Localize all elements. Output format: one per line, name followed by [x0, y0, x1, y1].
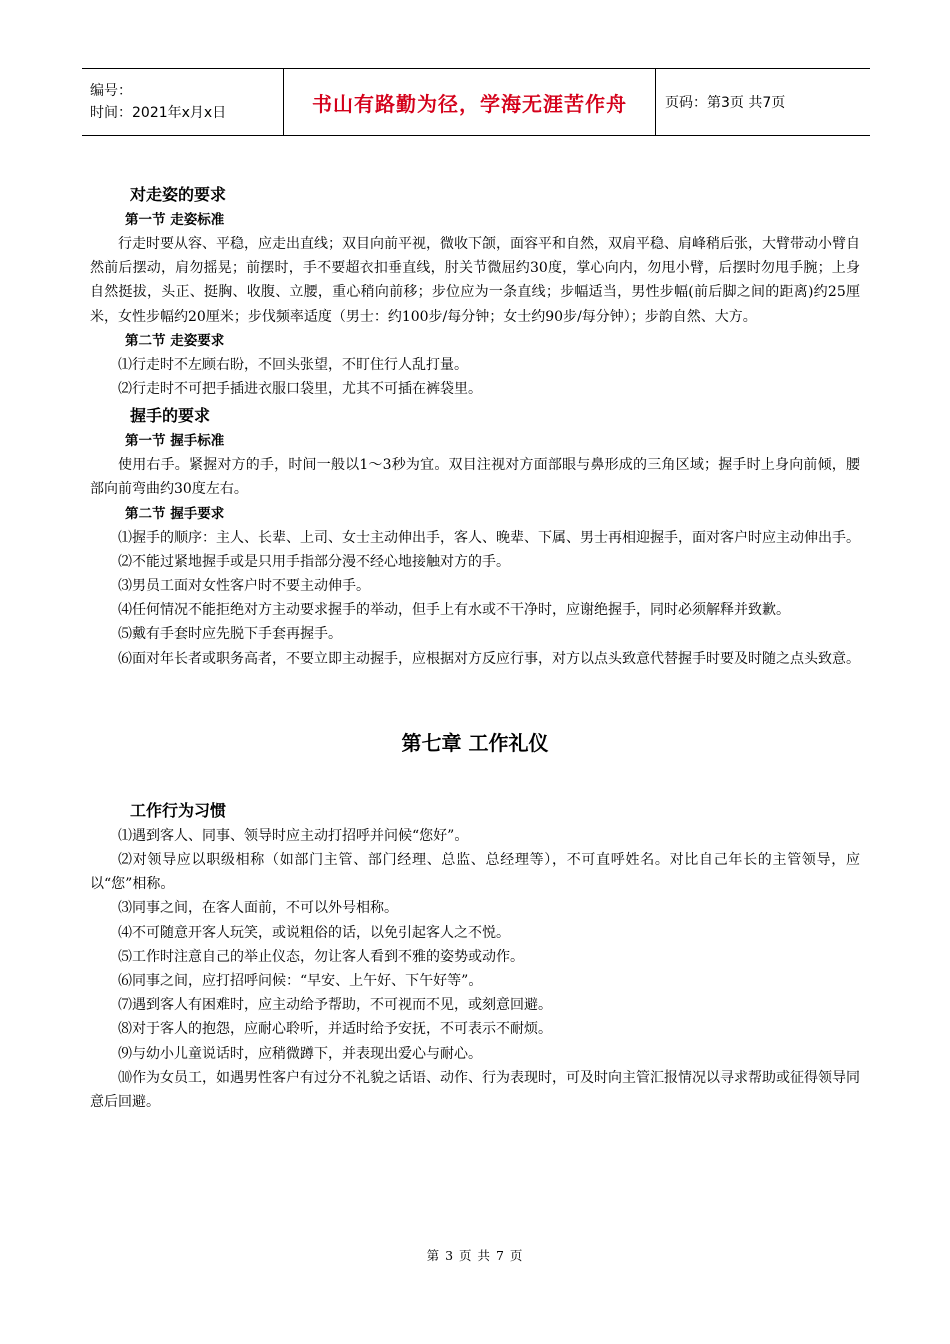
section-title-handshake: 握手的要求 [130, 406, 211, 426]
list-item: ⑷任何情况不能拒绝对方主动要求握手的举动，但手上有水或不干净时，应谢绝握手，同时必须解释并致歉。 [118, 602, 790, 619]
subsection-title: 第二节 走姿要求 [125, 332, 225, 349]
section-title-walking: 对走姿的要求 [130, 185, 227, 204]
header-motto-cell [283, 69, 656, 135]
section-title-work-habits: 工作行为习惯 [130, 800, 227, 820]
list-item: ⑹面对年长者或职务高者，不要立即主动握手，应根据对方反应行事，对方以点头致意代替握手时要及时随之点头致意。 [118, 650, 860, 667]
list-item: ⑴行走时不左顾右盼，不回头张望，不盯住行人乱打量。 [118, 356, 468, 373]
document-body [90, 182, 860, 1114]
list-item: ⑴握手的顺序：主人、长辈、上司、女士主动伸出手，客人、晚辈、下属、男士再相迎握手，面对客户时应主动伸出手。 [118, 529, 860, 546]
motto: 书山有路勤为径，学海无涯苦作舟 [312, 91, 627, 116]
page-header [82, 68, 870, 136]
document-number: 编号： [90, 83, 132, 99]
document-date: 时间：2021年x月x日 [90, 105, 227, 121]
list-item: ⑸工作时注意自己的举止仪态，勿让客人看到不雅的姿势或动作。 [118, 948, 524, 965]
header-meta [82, 69, 283, 135]
list-item: ⑶男员工面对女性客户时不要主动伸手。 [118, 578, 370, 595]
list-item: ⑻对于客人的抱怨，应耐心聆听，并适时给予安抚，不可表示不耐烦。 [118, 1021, 552, 1038]
subsection-title: 第一节 走姿标准 [125, 212, 225, 228]
list-item: ⑸戴有手套时应先脱下手套再握手。 [118, 626, 342, 643]
list-item: ⑴遇到客人、同事、领导时应主动打招呼并问候“您好”。 [118, 827, 469, 844]
list-item: ⑽作为女员工，如遇男性客户有过分不礼貌之话语、动作、行为表现时，可及时向主管汇报情况以寻求帮助或征得领导同意后回避。 [90, 1069, 860, 1111]
paragraph: 行走时要从容、平稳，应走出直线；双目向前平视，微收下颌，面容平和自然，双肩平稳、肩峰稍后张，大臂带动小臂自然前后摆动，肩勿摇晃；前摆时，手不要超衣扣垂直线，肘关节微屈约30度，掌心向内，勿甩小臂，后摆时勿甩手腕；上身自然挺拔，头正、挺胸、收腹、立腰，重心稍向前移；步位应为一条直线；步幅适当，男性步幅(前后脚之间的距离)约25厘米，女性步幅约20厘米；步伐频率适度（男士：约100步/每分钟；女士约90步/每分钟）；步韵自然、大方。 [90, 236, 860, 325]
header-page-number: 页码：第3页 共7页 [665, 95, 786, 111]
subsection-title: 第二节 握手要求 [125, 505, 225, 522]
header-page-cell [656, 69, 870, 135]
paragraph: 使用右手。紧握对方的手，时间一般以1～3秒为宜。双目注视对方面部眼与鼻形成的三角区域；握手时上身向前倾，腰部向前弯曲约30度左右。 [90, 457, 860, 498]
list-item: ⑷不可随意开客人玩笑，或说粗俗的话，以免引起客人之不悦。 [118, 924, 510, 941]
list-item: ⑹同事之间，应打招呼问候：“早安、上午好、下午好等”。 [118, 973, 483, 990]
chapter-title: 第七章 工作礼仪 [401, 730, 549, 755]
list-item: ⑵行走时不可把手插进衣服口袋里，尤其不可插在裤袋里。 [118, 381, 482, 398]
subsection-title: 第一节 握手标准 [125, 433, 225, 450]
list-item: ⑵对领导应以职级相称（如部门主管、部门经理、总监、总经理等），不可直呼姓名。对比自己年长的主管领导，应以“您”相称。 [90, 852, 860, 893]
list-item: ⑶同事之间，在客人面前，不可以外号相称。 [118, 900, 398, 917]
list-item: ⑼与幼小儿童说话时，应稍微蹲下，并表现出爱心与耐心。 [118, 1045, 482, 1062]
page-footer: 第 3 页 共 7 页 [426, 1248, 524, 1263]
list-item: ⑵不能过紧地握手或是只用手指部分漫不经心地接触对方的手。 [118, 553, 510, 570]
list-item: ⑺遇到客人有困难时，应主动给予帮助，不可视而不见，或刻意回避。 [118, 997, 552, 1014]
